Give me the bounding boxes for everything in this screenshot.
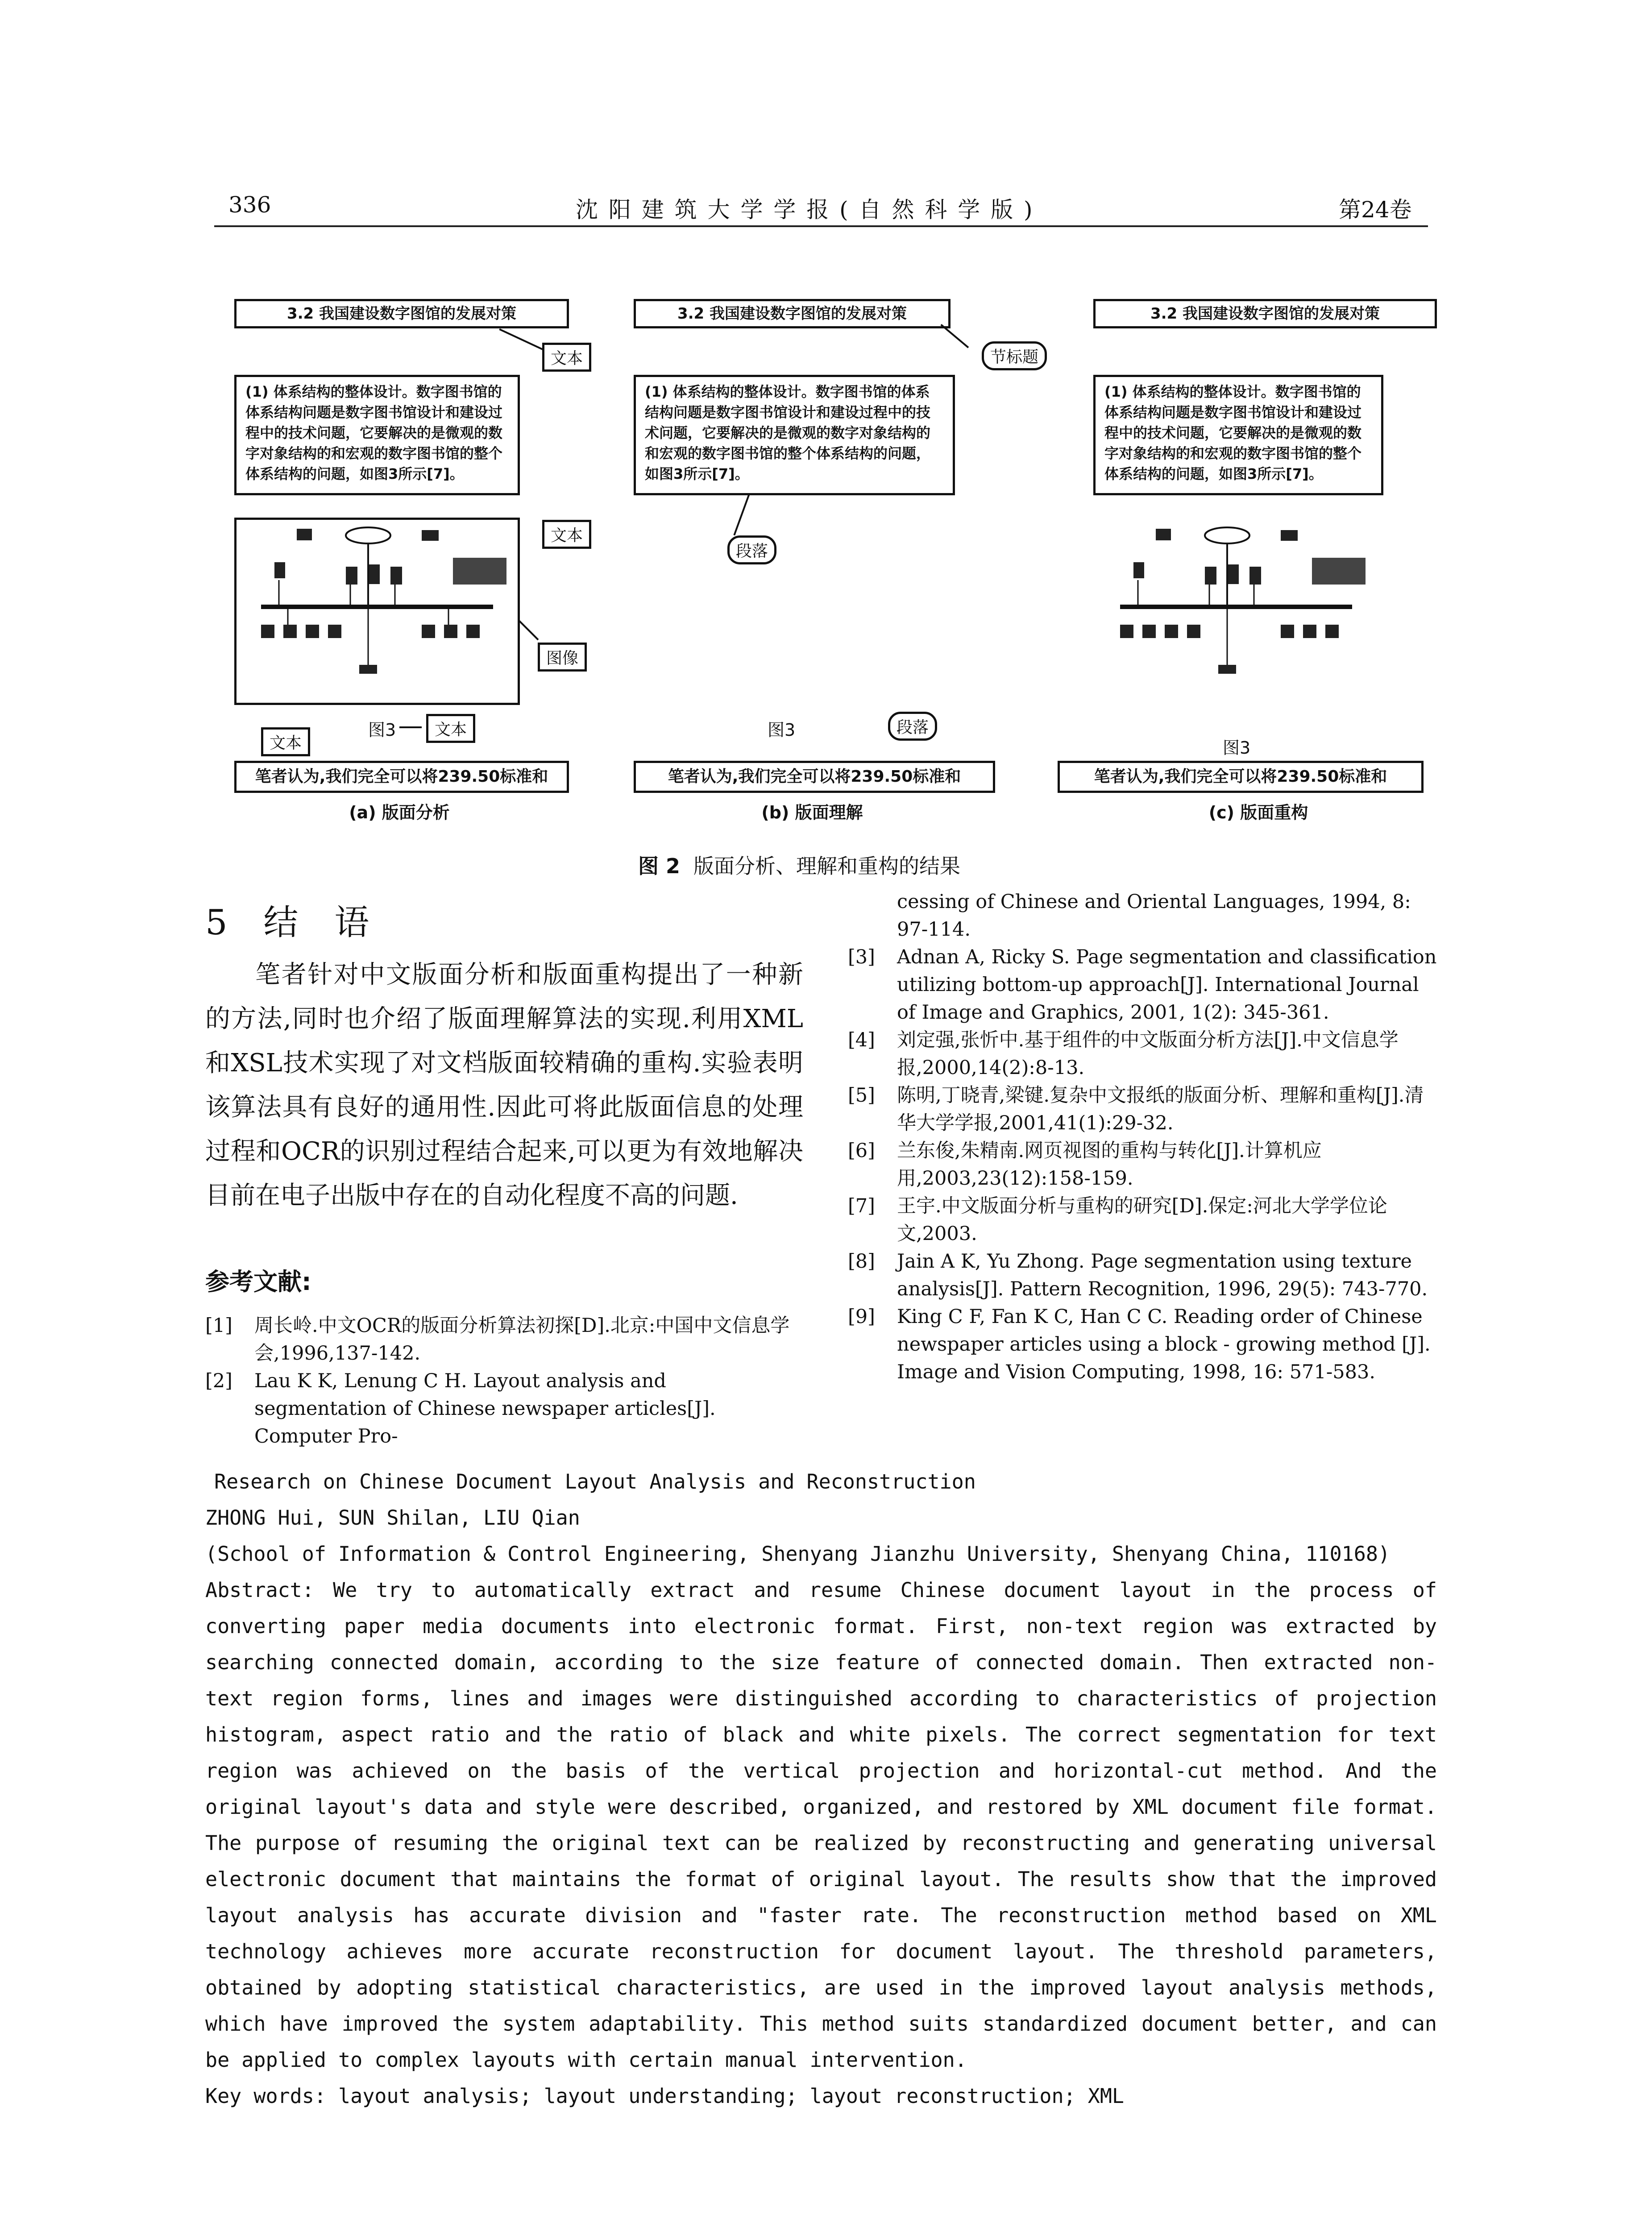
subcaption: (a) 版面分析 xyxy=(349,803,450,822)
callout-paragraph: 段落 xyxy=(888,712,937,741)
reference-number: [9] xyxy=(848,1306,875,1328)
section-title-box: 3.2 我国建设数字图馆的发展对策 xyxy=(634,299,951,328)
panel-layout-analysis xyxy=(234,299,618,822)
network-diagram-image xyxy=(234,518,520,705)
reference-item xyxy=(848,1026,1437,1082)
english-abstract-section xyxy=(205,1464,1437,2114)
paragraph-box: (1) 体系结构的整体设计。数字图书馆的体系结构问题是数字图书馆设计和建设过程中的技术问题，它要解决的是微观的数字对象结构的和宏观的数字图书馆的整个体系结构的问题，如图3所示[7]。 xyxy=(1093,375,1383,495)
figure-caption-label: 图 2 xyxy=(638,854,681,878)
network-diagram-image xyxy=(1093,518,1379,705)
callout-text: 文本 xyxy=(261,727,310,756)
reference-continuation xyxy=(848,888,1437,943)
reference-number: [5] xyxy=(848,1084,875,1107)
conclusion-paragraph: 笔者针对中文版面分析和版面重构提出了一种新的方法,同时也介绍了版面理解算法的实现.利用XML和XSL技术实现了对文档版面较精确的重构.实验表明该算法具有良好的通用性.因此可将此版面信息的处理过程和OCR的识别过程结合起来,可以更为有效地解决目前在电子出版中存在的自动化程度不高的问题. xyxy=(205,960,803,1210)
figure-caption-text: 版面分析、理解和重构的结果 xyxy=(693,854,961,878)
references-left-column xyxy=(205,1312,794,1450)
reference-text: Jain A K, Yu Zhong. Page segmentation using texture analysis[J]. Pattern Recognition, 1996, 29(5): 743-770. xyxy=(897,1250,1428,1300)
reference-text: 陈明,丁晓青,梁键.复杂中文报纸的版面分析、理解和重构[J].清华大学学报,2001,41(1):29-32. xyxy=(897,1084,1424,1134)
reference-number: [2] xyxy=(205,1370,232,1392)
callout-text: 文本 xyxy=(542,520,591,549)
section-title-box: 3.2 我国建设数字图馆的发展对策 xyxy=(1093,299,1437,328)
reference-text: 兰东俊,朱精南.网页视图的重构与转化[J].计算机应用,2003,23(12):158-159. xyxy=(897,1140,1322,1190)
reference-text: Lau K K, Lenung C H. Layout analysis and segmentation of Chinese newspaper articles[J]. Computer Pro- xyxy=(254,1370,716,1447)
references-heading: 参考文献: xyxy=(205,1268,311,1296)
reference-number: [3] xyxy=(848,946,875,968)
paragraph-line-box: 笔者认为,我们完全可以将239.50标准和 xyxy=(1058,761,1424,793)
reference-item xyxy=(848,943,1437,1026)
panel-layout-understanding xyxy=(634,299,1039,822)
reference-number: [4] xyxy=(848,1029,875,1051)
reference-item xyxy=(848,1082,1437,1137)
reference-number: [8] xyxy=(848,1250,875,1273)
references-right-column xyxy=(848,888,1437,1386)
reference-text: cessing of Chinese and Oriental Languages, 1994, 8: 97-114. xyxy=(897,891,1411,941)
reference-text: 刘定强,张忻中.基于组件的中文版面分析方法[J].中文信息学报,2000,14(2):8-13. xyxy=(897,1029,1399,1079)
section-title-box: 3.2 我国建设数字图馆的发展对策 xyxy=(234,299,569,328)
callout-leader xyxy=(940,324,969,348)
figure-label: 图3 xyxy=(768,720,796,740)
reference-item xyxy=(848,1137,1437,1192)
header-rule xyxy=(214,225,1428,227)
callout-text: 文本 xyxy=(426,714,475,743)
reference-number: [7] xyxy=(848,1195,875,1217)
reference-text: Adnan A, Ricky S. Page segmentation and classification utilizing bottom-up approach[J]. International Journal of Image and Graphics, 2001, 1(2): 345-361. xyxy=(897,946,1437,1024)
paragraph-line-box: 笔者认为,我们完全可以将239.50标准和 xyxy=(634,761,995,793)
subcaption: (c) 版面重构 xyxy=(1208,803,1308,822)
subcaption: (b) 版面理解 xyxy=(761,803,863,822)
reference-text: 周长岭.中文OCR的版面分析算法初探[D].北京:中国中文信息学会,1996,137-142. xyxy=(254,1315,790,1364)
reference-item xyxy=(848,1192,1437,1248)
english-title: Research on Chinese Document Layout Analysis and Reconstruction xyxy=(214,1470,976,1493)
callout-leader xyxy=(733,495,750,536)
journal-title: 沈 阳 建 筑 大 学 学 报 ( 自 然 科 学 版 ) xyxy=(576,197,1034,223)
page-number: 336 xyxy=(228,192,271,218)
reference-item xyxy=(848,1248,1437,1303)
volume-number: 第24卷 xyxy=(1339,197,1412,223)
callout-paragraph: 段落 xyxy=(727,535,776,564)
paragraph-line-box: 笔者认为,我们完全可以将239.50标准和 xyxy=(234,761,569,793)
reference-item xyxy=(205,1312,794,1367)
panel-layout-reconstruction xyxy=(1058,299,1441,822)
figure-label: 图3 xyxy=(368,720,396,740)
callout-leader xyxy=(399,726,422,728)
callout-text: 文本 xyxy=(542,343,591,372)
figure-caption xyxy=(638,850,960,879)
reference-item xyxy=(848,1303,1437,1386)
callout-leader xyxy=(499,328,544,351)
callout-section-title: 节标题 xyxy=(982,341,1047,370)
reference-text: King C F, Fan K C, Han C C. Reading order of Chinese newspaper articles using a block - growing method [J]. Image and Vision Computing, 1998, 16: 571-583. xyxy=(897,1306,1431,1383)
reference-number: [1] xyxy=(205,1315,232,1337)
section-heading: 5 结 语 xyxy=(205,903,382,943)
figure-label: 图3 xyxy=(1223,738,1251,758)
callout-image: 图像 xyxy=(538,643,587,672)
reference-item xyxy=(205,1367,794,1450)
callout-leader xyxy=(519,620,539,640)
reference-number: [6] xyxy=(848,1140,875,1162)
reference-text: 王宇.中文版面分析与重构的研究[D].保定:河北大学学位论文,2003. xyxy=(897,1195,1387,1245)
english-abstract: Abstract: We try to automatically extract and resume Chinese document layout in the process of converting paper media documents into electronic format. First, non-text region was extracted by searching connected domain, according to the size feature of connected domain. Then extracted non-text region forms, lines and images were distinguished according to characteristics of projection histogram, aspect ratio and the ratio of black and white pixels. The correct segmentation for text region was achieved on the basis of the vertical projection and horizontal-cut method. And the original layout's data and style were described, organized, and restored by XML document file format. The purpose of resuming the original text can be realized by reconstructing and generating universal electronic document that maintains the format of original layout. The results show that the improved layout analysis has accurate division and "faster rate. The reconstruction method based on XML technology achieves more accurate reconstruction for document layout. The threshold parameters, obtained by adopting statistical characteristics, are used in the improved layout analysis methods, which have improved the system adaptability. This method suits standardized document better, and can be applied to complex layouts with certain manual intervention. xyxy=(205,1578,1437,2072)
english-authors: ZHONG Hui, SUN Shilan, LIU Qian xyxy=(205,1506,580,1530)
paragraph-box: (1) 体系结构的整体设计。数字图书馆的体系结构问题是数字图书馆设计和建设过程中的技术问题，它要解决的是微观的数字对象结构的和宏观的数字图书馆的整个体系结构的问题，如图3所示[7]。 xyxy=(234,375,520,495)
english-affiliation: (School of Information & Control Engineering, Shenyang Jianzhu University, Shenyang China, 110168) xyxy=(205,1542,1391,1566)
paragraph-box: (1) 体系结构的整体设计。数字图书馆的体系结构问题是数字图书馆设计和建设过程中的技术问题，它要解决的是微观的数字对象结构的和宏观的数字图书馆的整个体系结构的问题，如图3所示[7]。 xyxy=(634,375,955,495)
english-keywords: Key words: layout analysis; layout understanding; layout reconstruction; XML xyxy=(205,2084,1125,2108)
